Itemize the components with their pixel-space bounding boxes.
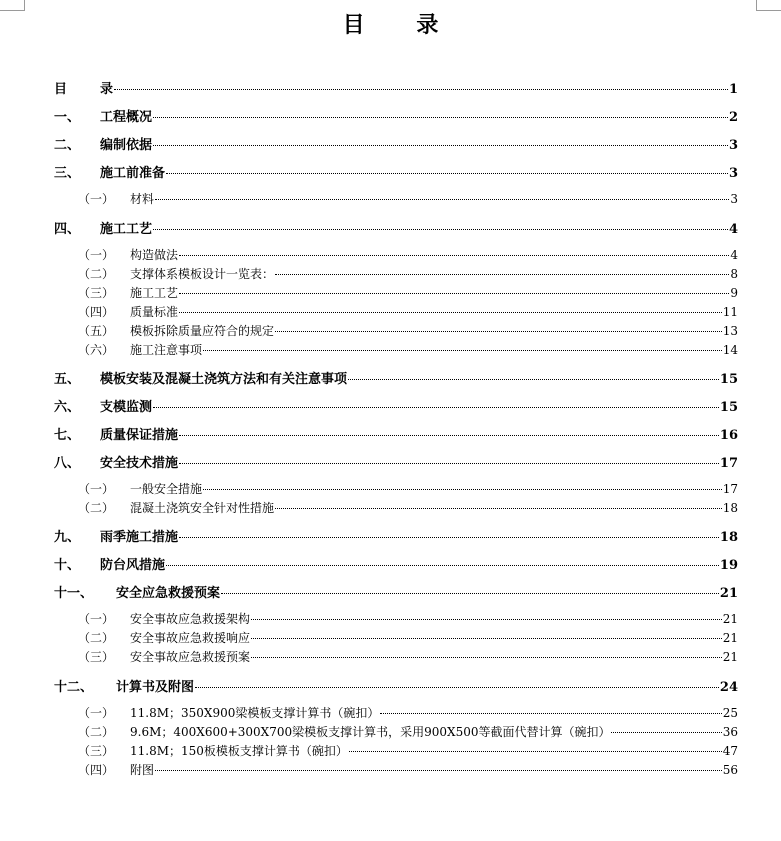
toc-page-number: 15: [719, 372, 738, 387]
toc-entry-number: 十二、: [54, 680, 94, 695]
toc-subentry[interactable]: [78, 648, 738, 665]
dot-leader: [153, 145, 728, 146]
dot-leader: [275, 508, 722, 509]
toc-entry-title: 质量保证措施: [100, 428, 179, 443]
toc-subentry[interactable]: [78, 761, 738, 778]
toc-subentry[interactable]: [78, 284, 738, 301]
toc-entry-number: （三）: [78, 744, 115, 758]
toc-page-number: 14: [722, 343, 738, 357]
toc-subentry[interactable]: [78, 190, 738, 207]
dot-leader: [348, 379, 719, 380]
toc-subentry[interactable]: [78, 723, 738, 740]
dot-leader: [114, 89, 728, 90]
dot-leader: [179, 255, 729, 256]
toc-entry-title: 编制依据: [100, 138, 153, 153]
toc-entry[interactable]: [54, 162, 738, 181]
toc-entry[interactable]: [54, 134, 738, 153]
toc-entry-number: （二）: [78, 267, 115, 281]
toc-entry[interactable]: [54, 78, 738, 97]
dot-leader: [349, 751, 722, 752]
toc-entry-title: 工程概况: [100, 110, 153, 125]
dot-leader: [251, 657, 722, 658]
dot-leader: [251, 638, 722, 639]
dot-leader: [221, 593, 719, 594]
toc-entry-title: 雨季施工措施: [100, 530, 179, 545]
toc-subentry[interactable]: [78, 704, 738, 721]
toc-entry-number: 六、: [54, 400, 81, 415]
dot-leader: [179, 312, 722, 313]
toc-page-number: 18: [722, 501, 738, 515]
toc-entry[interactable]: [54, 526, 738, 545]
toc-entry-number: 目: [54, 82, 68, 97]
toc-entry-number: 八、: [54, 456, 81, 471]
toc-entry-number: （一）: [78, 482, 115, 496]
toc-entry-title: 附图: [130, 763, 155, 777]
toc-entry-title: 安全事故应急救援响应: [130, 631, 251, 645]
toc-entry-title: 9.6M；400X600+300X700梁模板支撑计算书，采用900X500等截面代替计算（碗扣）: [130, 725, 611, 739]
dot-leader: [166, 565, 719, 566]
toc-entry-number: 一、: [54, 110, 81, 125]
toc-entry-number: （一）: [78, 612, 115, 626]
toc-page-number: 3: [730, 192, 738, 206]
toc-page-number: 21: [719, 586, 738, 601]
toc-entry-number: 十、: [54, 558, 81, 573]
toc-subentry[interactable]: [78, 629, 738, 646]
toc-page-number: 1: [728, 82, 738, 97]
toc-entry-title: 计算书及附图: [116, 680, 195, 695]
dot-leader: [155, 770, 722, 771]
toc-entry[interactable]: [54, 582, 738, 601]
toc-entry-number: （二）: [78, 501, 115, 515]
toc-entry-title: 安全技术措施: [100, 456, 179, 471]
toc-entry-title: 构造做法: [130, 248, 179, 262]
dot-leader: [251, 619, 722, 620]
toc-entry-title: 安全事故应急救援架构: [130, 612, 251, 626]
dot-leader: [166, 173, 728, 174]
toc-entry-number: （三）: [78, 286, 115, 300]
toc-subentry[interactable]: [78, 322, 738, 339]
dot-leader: [275, 274, 729, 275]
toc-page-number: 21: [722, 612, 738, 626]
toc-entry[interactable]: [54, 218, 738, 237]
dot-leader: [203, 489, 722, 490]
dot-leader: [380, 713, 721, 714]
toc-entry-number: （一）: [78, 248, 115, 262]
toc-entry-title: 施工前准备: [100, 166, 166, 181]
toc-entry-title: 安全应急救援预案: [116, 586, 221, 601]
dot-leader: [179, 435, 719, 436]
toc-entry-number: （三）: [78, 650, 115, 664]
toc-entry-number: 四、: [54, 222, 81, 237]
toc-page-number: 21: [722, 650, 738, 664]
toc-entry-number: （一）: [78, 192, 115, 206]
toc-entry-title: 一般安全措施: [130, 482, 203, 496]
toc-entry-number: 三、: [54, 166, 81, 181]
dot-leader: [611, 732, 721, 733]
dot-leader: [179, 293, 729, 294]
toc-page-number: 21: [722, 631, 738, 645]
dot-leader: [179, 537, 719, 538]
toc-entry[interactable]: [54, 424, 738, 443]
page-title: 目 录: [342, 12, 461, 38]
toc-page-number: 16: [719, 428, 738, 443]
toc-entry-number: （二）: [78, 725, 115, 739]
toc-entry-title: 施工工艺: [130, 286, 179, 300]
toc-subentry[interactable]: [78, 303, 738, 320]
toc-entry-title: 安全事故应急救援预案: [130, 650, 251, 664]
toc-page-number: 25: [722, 706, 738, 720]
toc-entry-title: 混凝土浇筑安全针对性措施: [130, 501, 275, 515]
toc-subentry[interactable]: [78, 610, 738, 627]
toc-entry-title: 模板拆除质量应符合的规定: [130, 324, 275, 338]
dot-leader: [155, 199, 729, 200]
toc-entry-number: 二、: [54, 138, 81, 153]
toc-entry[interactable]: [54, 368, 738, 387]
toc-entry-title: 11.8M；350X900梁模板支撑计算书（碗扣）: [130, 706, 380, 720]
toc-page-number: 17: [719, 456, 738, 471]
toc-page-number: 3: [728, 138, 738, 153]
toc-entry-number: （二）: [78, 631, 115, 645]
toc-page-number: 4: [730, 248, 738, 262]
toc-entry[interactable]: [54, 452, 738, 471]
toc-page-number: 56: [722, 763, 738, 777]
toc-entry-title: 施工工艺: [100, 222, 153, 237]
toc-subentry[interactable]: [78, 499, 738, 516]
toc-subentry[interactable]: [78, 742, 738, 759]
toc-entry-title: 11.8M；150板模板支撑计算书（碗扣）: [130, 744, 348, 758]
dot-leader: [195, 687, 719, 688]
dot-leader: [275, 331, 722, 332]
toc-subentry[interactable]: [78, 246, 738, 263]
dot-leader: [153, 229, 728, 230]
dot-leader: [203, 350, 722, 351]
toc-entry[interactable]: [54, 106, 738, 125]
toc-page-number: 4: [728, 222, 738, 237]
toc-entry-number: 七、: [54, 428, 81, 443]
toc-entry[interactable]: [54, 554, 738, 573]
toc-page-number: 3: [728, 166, 738, 181]
toc-page-number: 24: [719, 680, 738, 695]
toc-entry-number: （一）: [78, 706, 115, 720]
toc-entry-number: （五）: [78, 324, 115, 338]
dot-leader: [153, 117, 728, 118]
toc-entry-number: （四）: [78, 305, 115, 319]
toc-entry-number: 十一、: [54, 586, 94, 601]
toc-entry-title: 支撑体系模板设计一览表：: [130, 267, 275, 281]
toc-entry-title: 材料: [130, 192, 155, 206]
toc-entry-number: 九、: [54, 530, 81, 545]
toc-entry-number: 五、: [54, 372, 81, 387]
toc-entry-title: 录: [100, 82, 114, 97]
toc-entry-title: 质量标准: [130, 305, 179, 319]
toc-entry-title: 防台风措施: [100, 558, 166, 573]
toc-entry-number: （四）: [78, 763, 115, 777]
toc-page-number: 36: [722, 725, 738, 739]
dot-leader: [153, 407, 719, 408]
toc-page-number: 18: [719, 530, 738, 545]
dot-leader: [179, 463, 719, 464]
toc-page-number: 13: [722, 324, 738, 338]
toc-entry-title: 模板安装及混凝土浇筑方法和有关注意事项: [100, 372, 348, 387]
toc-page-number: 9: [730, 286, 738, 300]
toc-page-number: 47: [722, 744, 738, 758]
toc-entry-title: 施工注意事项: [130, 343, 203, 357]
toc-page-number: 19: [719, 558, 738, 573]
toc-page-number: 8: [730, 267, 738, 281]
toc-page-number: 11: [722, 305, 738, 319]
toc-entry[interactable]: [54, 396, 738, 415]
toc-entry[interactable]: [54, 676, 738, 695]
toc-page-number: 17: [722, 482, 738, 496]
toc-entry-number: （六）: [78, 343, 115, 357]
toc-page-number: 15: [719, 400, 738, 415]
toc-subentry[interactable]: [78, 480, 738, 497]
toc-subentry[interactable]: [78, 341, 738, 358]
toc-entry-title: 支模监测: [100, 400, 153, 415]
toc-subentry[interactable]: [78, 265, 738, 282]
toc-page-number: 2: [728, 110, 738, 125]
